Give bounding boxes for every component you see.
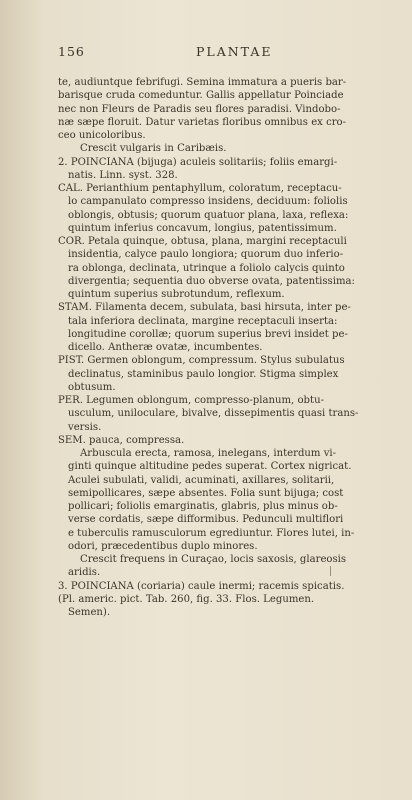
text-line: CAL. Perianthium pentaphyllum, coloratum, receptacu- — [58, 183, 342, 194]
text-line: longitudine corollæ; quorum superius brevi insidet pe- — [68, 328, 348, 340]
text-line: semipollicares, sæpe absentes. Folia sunt bijuga; cost — [68, 487, 344, 499]
text-line: Arbuscula erecta, ramosa, inelegans, interdum vi- — [80, 448, 337, 459]
running-head: PLANTAE — [196, 44, 273, 59]
text-line: aridis. — [68, 567, 101, 579]
text-line: divergentia; sequentia duo obverse ovata, patentissima: — [68, 275, 355, 287]
text-line: quintum inferius concavum, longius, patentissimum. — [68, 222, 337, 234]
text-line: STAM. Filamenta decem, subulata, basi hirsuta, inter pe- — [58, 302, 351, 314]
text-line: versis. — [68, 421, 102, 433]
text-line: obtusum. — [68, 381, 116, 393]
page-number: 156 — [58, 44, 85, 59]
text-line: Aculei subulati, validi, acuminati, axillares, solitarii, — [68, 474, 335, 486]
text-line: PIST. Germen oblongum, compressum. Stylus subulatus — [58, 355, 345, 367]
text-line: SEM. pauca, compressa. — [58, 434, 185, 446]
text-line: 3. POINCIANA (coriaria) caule inermi; racemis spicatis. — [58, 580, 345, 592]
page-gutter — [0, 0, 46, 800]
text-line: lo campanulato compresso insidens, deciduum: foliolis — [68, 196, 348, 208]
text-line: declinatus, staminibus paulo longior. Stigma simplex — [68, 368, 339, 380]
text-line: te, audiuntque febrifugi. Semina immatura a pueris bar- — [58, 77, 347, 88]
text-line: tala inferiora declinata, margine receptaculi inserta: — [68, 315, 338, 327]
text-line: pollicari; foliolis emarginatis, glabris, plus minus ob- — [68, 501, 338, 512]
text-line: insidentia, calyce paulo longiora; quorum duo inferio- — [68, 249, 344, 261]
text-line: Semen). — [68, 607, 111, 618]
text-line: natis. Linn. syst. 328. — [68, 169, 178, 181]
text-line: usculum, uniloculare, bivalve, dissepimentis quasi trans- — [68, 408, 359, 420]
text-line: PER. Legumen oblongum, compresso-planum, obtu- — [58, 395, 324, 406]
text-line: Crescit vulgaris in Caribæis. — [80, 143, 227, 155]
text-line: e tuberculis ramusculorum egrediuntur. Flores lutei, in- — [68, 527, 355, 539]
text-line: ginti quinque altitudine pedes superat. Cortex nigricat. — [68, 461, 352, 473]
text-line: 2. POINCIANA (bijuga) aculeis solitariis; foliis emargi- — [58, 156, 338, 168]
text-line: COR. Petala quinque, obtusa, plana, margini receptaculi — [58, 236, 347, 247]
text-line: næ sæpe floruit. Datur varietas floribus omnibus ex cro- — [58, 116, 347, 128]
text-line: dicello. Antheræ ovatæ, incumbentes. — [68, 342, 263, 353]
text-line: ceo unicoloribus. — [58, 130, 146, 141]
body-text — [58, 76, 406, 619]
text-line: verse cordatis, sæpe difformibus. Pedunculi multiflori — [68, 514, 344, 526]
text-line: nec non Fleurs de Paradis seu flores paradisi. Vindobo- — [58, 103, 341, 115]
text-line: oblongis, obtusis; quorum quatuor plana, laxa, reflexa: — [68, 209, 349, 221]
text-line: ra oblonga, declinata, utrinque a foliolo calycis quinto — [68, 262, 345, 274]
pencil-mark — [330, 566, 337, 576]
text-line: Crescit frequens in Curaçao, locis saxosis, glareosis — [80, 554, 347, 565]
text-line: (Pl. americ. pict. Tab. 260, fig. 33. Flos. Legumen. — [58, 593, 315, 605]
text-line: odori, præcedentibus duplo minores. — [68, 540, 258, 552]
page-header — [58, 44, 406, 66]
text-line: barisque cruda comeduntur. Gallis appellatur Poinciade — [58, 90, 344, 102]
text-line: quintum superius subrotundum, reflexum. — [68, 289, 285, 300]
